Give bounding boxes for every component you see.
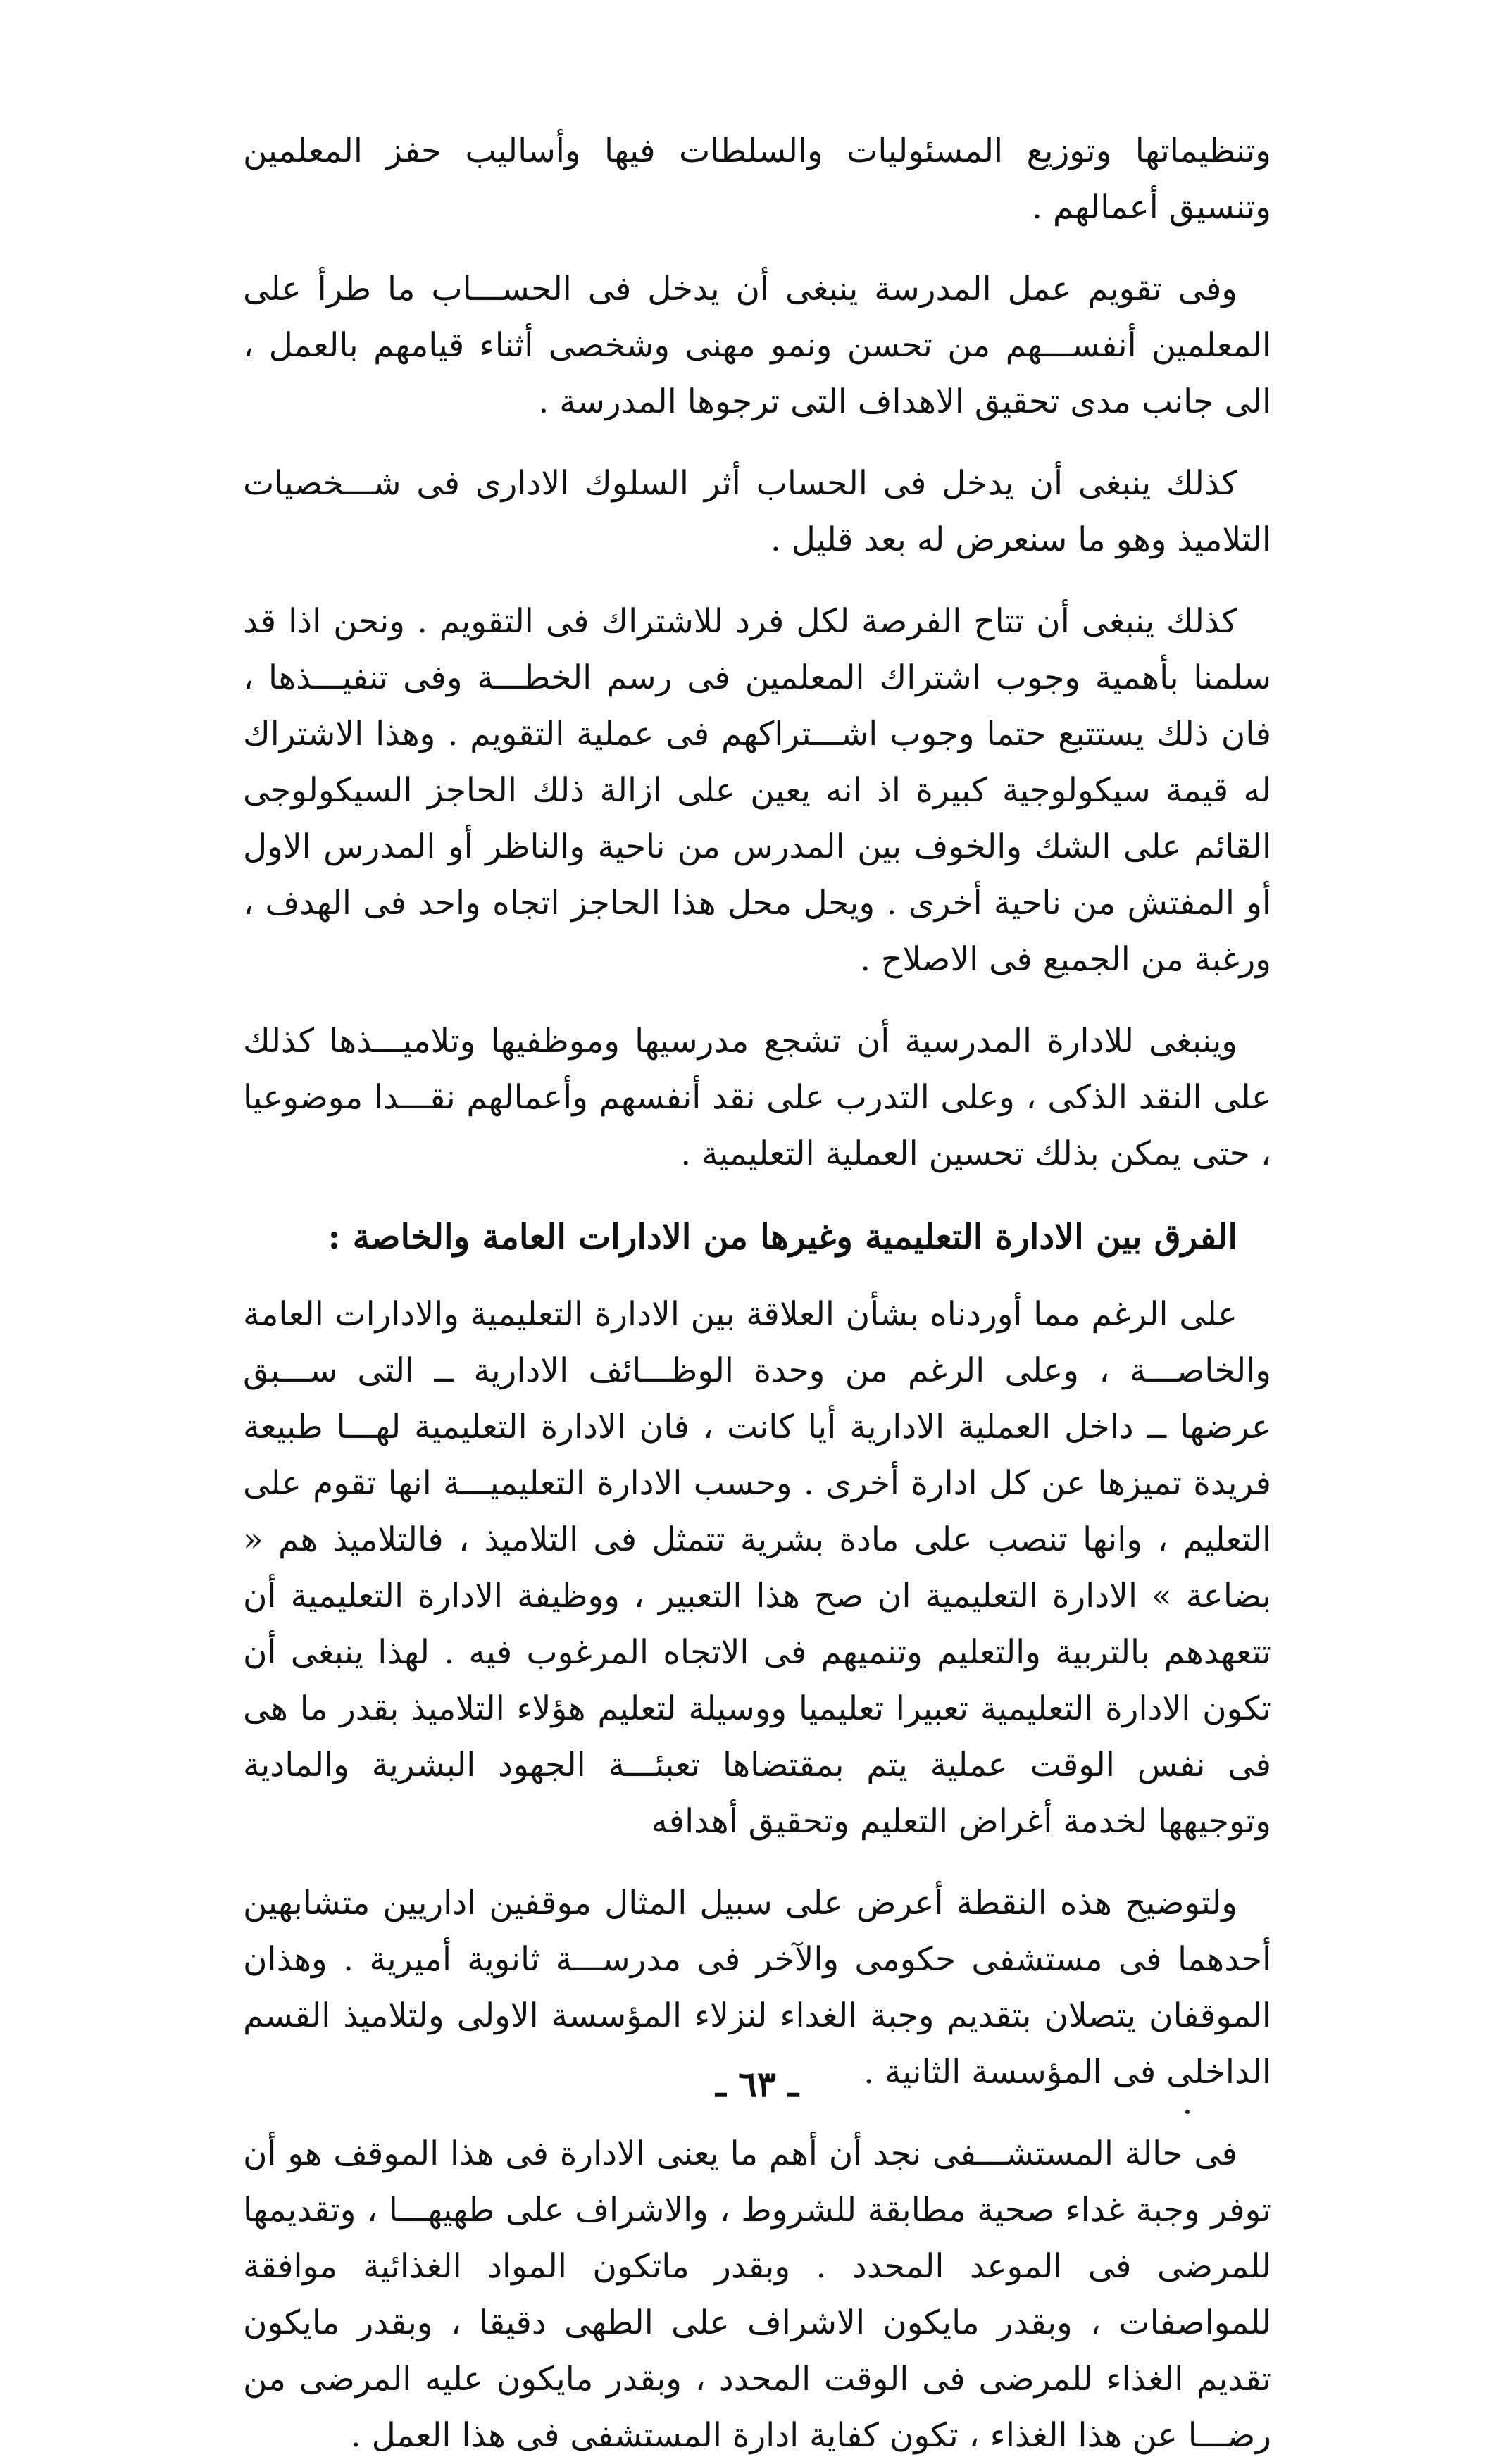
paragraph-8: فى حالة المستشـــفى نجد أن أهم ما يعنى الادارة فى هذا الموقف هو أن توفر وجبة غداء صحية مطابقة للشروط ، والاشراف على طهيهـــا ، وتقديمها للمرضى فى الموعد المحدد . وبقدر ماتكون المواد الغذائية موافقة للمواصفات ، وبقدر مايكون الاشراف على الطهى دقيقا ، وبقدر مايكون تقديم الغذاء للمرضى فى الوقت المحدد ، وبقدر مايكون عليه المرضى من رضـــا عن هذا الغذاء ، تكون كفاية ادارة المستشفى فى هذا العمل . xyxy=(243,2134,1271,2455)
paragraph-4: كذلك ينبغى أن تتاح الفرصة لكل فرد للاشتراك فى التقويم . ونحن اذا قد سلمنا بأهمية وجوب اشتراك المعلمين فى رسم الخطـــة وفى تنفيـــذها ، فان ذلك يستتبع حتما وجوب اشـــتراكهم فى عملية التقويم . وهذا الاشتراك له قيمة سيكولوجية كبيرة اذ انه يعين على ازالة ذلك الحاجز السيكولوجى القائم على الشك والخوف بين المدرس من ناحية والناظر أو المدرس الاول أو المفتش من ناحية أخرى . ويحل محل هذا الحاجز اتجاه واحد فى الهدف ، ورغبة من الجميع فى الاصلاح . xyxy=(243,602,1271,979)
stray-dot-mark xyxy=(1185,2110,1190,2114)
page-body xyxy=(243,123,1271,2455)
paragraph-7: ولتوضيح هذه النقطة أعرض على سبيل المثال موقفين اداريين متشابهين أحدهما فى مستشفى حكومى والآخر فى مدرســـة ثانوية أميرية . وهذان الموقفان يتصلان بتقديم وجبة الغداء لنزلاء المؤسسة الاولى ولتلاميذ القسم الداخلى فى المؤسسة الثانية . xyxy=(243,1884,1271,2091)
paragraph-3: كذلك ينبغى أن يدخل فى الحساب أثر السلوك الادارى فى شـــخصيات التلاميذ وهو ما سنعرض له بعد قليل . xyxy=(243,464,1271,559)
paragraph-1: وتنظيماتها وتوزيع المسئوليات والسلطات فيها وأساليب حفز المعلمين وتنسيق أعمالهم . xyxy=(243,132,1271,227)
section-heading: الفرق بين الادارة التعليمية وغيرها من الادارات العامة والخاصة : xyxy=(327,1216,1237,1257)
paragraph-5: وينبغى للادارة المدرسية أن تشجع مدرسيها وموظفيها وتلاميـــذها كذلك على النقد الذكى ، وعلى التدرب على نقد أنفسهم وأعمالهم نقـــدا موضوعيا ، حتى يمكن بذلك تحسين العملية التعليمية . xyxy=(243,1022,1271,1173)
paragraph-6: على الرغم مما أوردناه بشأن العلاقة بين الادارة التعليمية والادارات العامة والخاصـــة ، وعلى الرغم من وحدة الوظـــائف الادارية ــ التى ســـبق عرضها ــ داخل العملية الادارية أيا كانت ، فان الادارة التعليمية لهـــا طبيعة فريدة تميزها عن كل ادارة أخرى . وحسب الادارة التعليميـــة انها تقوم على التعليم ، وانها تنصب على مادة بشرية تتمثل فى التلاميذ ، فالتلاميذ هم « بضاعة » الادارة التعليمية ان صح هذا التعبير ، ووظيفة الادارة التعليمية أن تتعهدهم بالتربية والتعليم وتنميهم فى الاتجاه المرغوب فيه . لهذا ينبغى أن تكون الادارة التعليمية تعبيرا تعليميا ووسيلة لتعليم هؤلاء التلاميذ بقدر ما هى فى نفس الوقت عملية يتم بمقتضاها تعبئـــة الجهود البشرية والمادية وتوجيهها لخدمة أغراض التعليم وتحقيق أهدافه xyxy=(243,1295,1271,1841)
paragraph-2: وفى تقويم عمل المدرسة ينبغى أن يدخل فى الحســـاب ما طرأ على المعلمين أنفســـهم من تحسن ونمو مهنى وشخصى أثناء قيامهم بالعمل ، الى جانب مدى تحقيق الاهداف التى ترجوها المدرسة . xyxy=(243,270,1271,421)
page-number: ـ ٦٣ ـ xyxy=(716,2063,799,2105)
